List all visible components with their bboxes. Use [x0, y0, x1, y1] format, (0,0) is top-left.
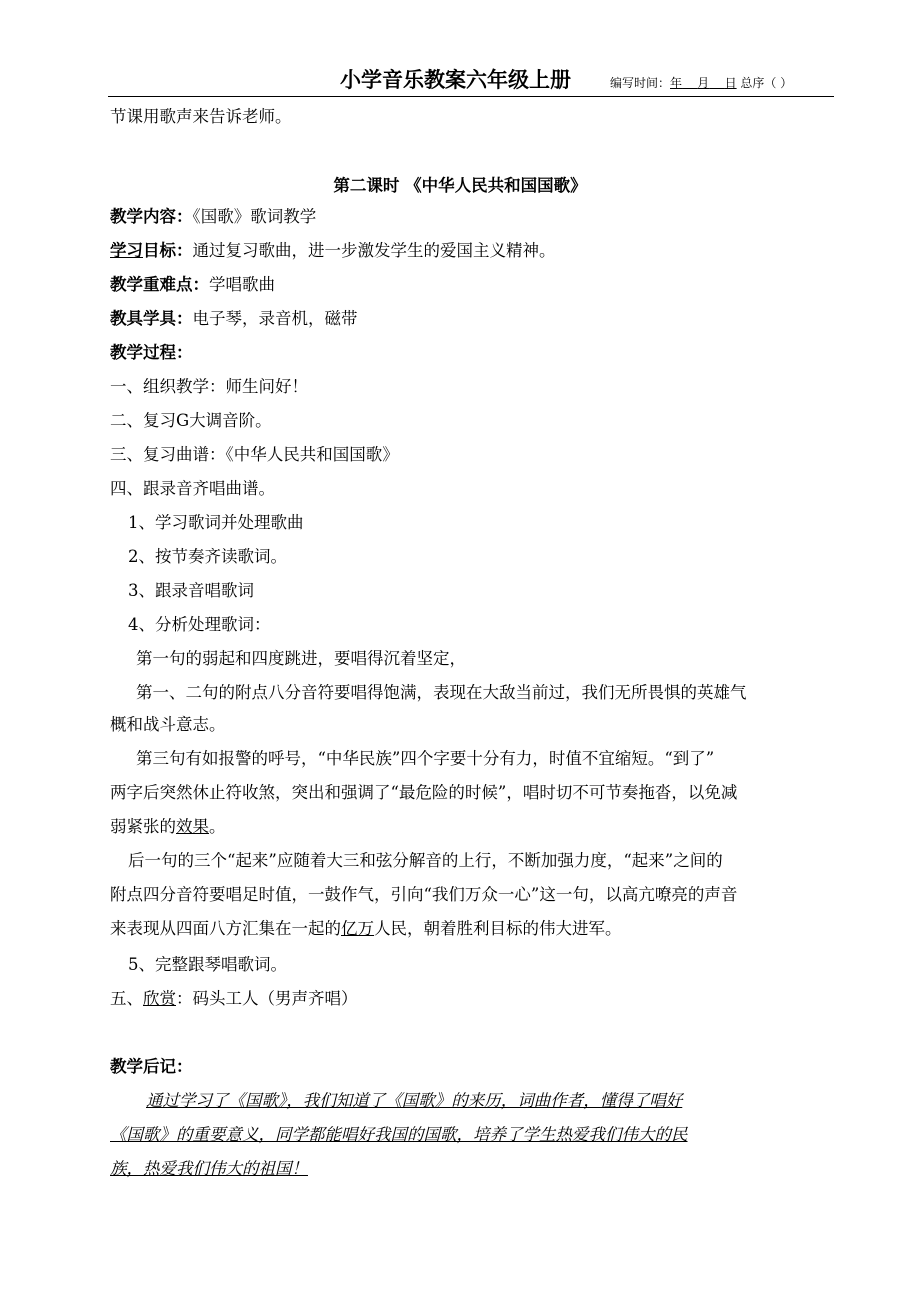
analysis-p3-l1: 第三句有如报警的呼号，“中华民族”四个字要十分有力，时值不宜缩短。“到了” — [136, 749, 715, 768]
header-meta — [610, 74, 792, 91]
analysis-p2-l2: 概和战斗意志。 — [110, 715, 226, 734]
postscript-label: 教学后记： — [110, 1057, 193, 1076]
step-5 — [110, 988, 358, 1010]
step-5-post: ：码头工人（男声齐唱） — [176, 989, 358, 1008]
goal-label-underlined: 学习 — [110, 241, 143, 260]
meta-day: 日 — [724, 76, 737, 90]
step-2: 二、复习G大调音阶。 — [110, 411, 272, 430]
analysis-p2-l1: 第一、二句的附点八分音符要唱得饱满，表现在大敌当前过，我们无所畏惧的英雄气 — [136, 683, 747, 702]
postscript-line-2: 《国歌》的重要意义，同学都能唱好我国的国歌，培养了学生热爱我们伟大的民 — [110, 1125, 688, 1144]
analysis-p4-l2: 附点四分音符要唱足时值，一鼓作气，引向“我们万众一心”这一句，以高亢嘹亮的声音 — [110, 885, 738, 904]
meta-prefix: 编写时间： — [610, 76, 671, 90]
page-header — [108, 62, 834, 97]
substep-3: 3、跟录音唱歌词 — [128, 581, 254, 600]
postscript-line-1: 通过学习了《国歌》，我们知道了《国歌》的来历，词曲作者，懂得了唱好 — [146, 1091, 683, 1110]
step-1: 一、组织教学：师生问好！ — [110, 377, 308, 396]
p4-l3-underlined: 亿万 — [341, 919, 374, 938]
meta-year: 年 — [670, 76, 683, 90]
content-row — [110, 206, 316, 228]
goal-value: 通过复习歌曲，进一步激发学生的爱国主义精神。 — [192, 241, 556, 260]
p3-l3-pre: 弱紧张的 — [110, 817, 176, 836]
analysis-p1: 第一句的弱起和四度跳进，要唱得沉着坚定， — [136, 649, 466, 668]
substep-4: 4、分析处理歌词： — [128, 615, 271, 634]
content-value: 《国歌》歌词教学 — [192, 207, 317, 226]
substep-5: 5、完整跟琴唱歌词。 — [128, 955, 287, 974]
step-5-pre: 五、 — [110, 989, 143, 1008]
postscript-line-3: 族，热爱我们伟大的祖国！ — [110, 1159, 308, 1178]
header-title: 小学音乐教案六年级上册 — [340, 68, 571, 92]
difficulty-value: 学唱歌曲 — [209, 275, 275, 294]
content-label: 教学内容： — [110, 207, 193, 226]
difficulty-row — [110, 274, 275, 296]
p3-l3-post: 。 — [209, 817, 226, 836]
p4-l3-pre: 来表现从四面八方汇集在一起的 — [110, 919, 341, 938]
process-label: 教学过程： — [110, 343, 193, 362]
substep-2: 2、按节奏齐读歌词。 — [128, 547, 287, 566]
goal-row — [110, 240, 556, 262]
analysis-p4-l3 — [110, 918, 622, 940]
analysis-p4-l1: 后一句的三个“起来”应随着大三和弦分解音的上行，不断加强力度，“起来”之间的 — [128, 851, 723, 870]
step-5-underlined: 欣赏 — [143, 989, 176, 1008]
meta-gap1 — [682, 76, 697, 90]
continued-text: 节课用歌声来告诉老师。 — [110, 107, 292, 126]
step-4: 四、跟录音齐唱曲谱。 — [110, 479, 275, 498]
meta-month: 月 — [697, 76, 710, 90]
tools-label: 教具学具： — [110, 309, 193, 328]
goal-label: 目标： — [143, 241, 193, 260]
step-3: 三、复习曲谱：《中华人民共和国国歌》 — [110, 445, 399, 464]
p3-l3-underlined: 效果 — [176, 817, 209, 836]
analysis-p3-l3 — [110, 816, 226, 838]
difficulty-label: 教学重难点： — [110, 275, 209, 294]
tools-value: 电子琴，录音机，磁带 — [192, 309, 358, 328]
meta-gap2 — [709, 76, 724, 90]
meta-order: 总序（ ） — [740, 76, 793, 90]
p4-l3-post: 人民，朝着胜利目标的伟大进军。 — [374, 919, 622, 938]
analysis-p3-l2: 两字后突然休止符收煞，突出和强调了“最危险的时候”，唱时切不可节奏拖沓，以免减 — [110, 783, 738, 802]
tools-row — [110, 308, 358, 330]
substep-1: 1、学习歌词并处理歌曲 — [128, 513, 304, 532]
lesson-title: 第二课时 《中华人民共和国国歌》 — [333, 176, 587, 195]
